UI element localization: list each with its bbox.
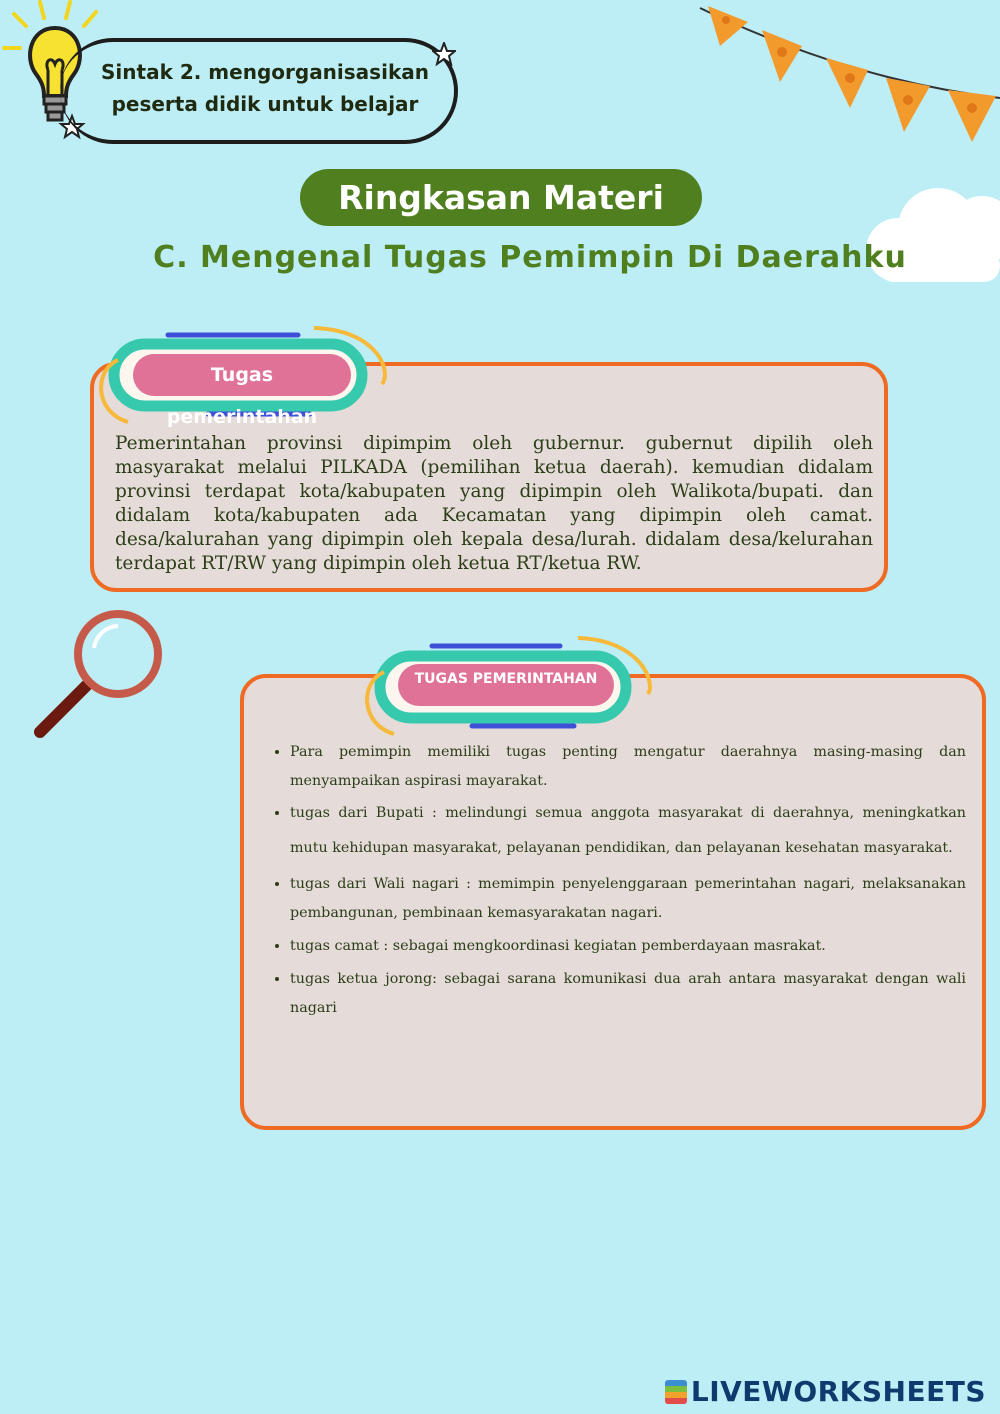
page-title: Ringkasan Materi (300, 169, 702, 226)
magnifying-glass-icon (30, 604, 170, 740)
sintak-line-2: peserta didik untuk belajar (111, 92, 419, 116)
task-list (270, 738, 966, 1027)
sintak-label (90, 56, 440, 120)
list-item: • tugas dari Bupati : melindungi semua anggota masyarakat di daerahnya, meningkatkan mutu kehidupan masyarakat, pelayanan pendidikan, dan pelayanan kesehatan masyarakat. (290, 796, 966, 866)
page-subtitle: C. Mengenal Tugas Pemimpin Di Daerahku (153, 240, 907, 275)
list-item: • tugas camat : sebagai mengkoordinasi kegiatan pemberdayaan masrakat. (290, 932, 966, 961)
logo-text: LIVEWORKSHEETS (690, 1375, 986, 1408)
logo-mark-icon (665, 1380, 687, 1404)
section-tag: Tugas pemerintahan (133, 354, 351, 396)
sintak-line-1: Sintak 2. mengorganisasikan (101, 60, 429, 84)
bunting-decoration (690, 0, 1000, 150)
liveworksheets-logo (665, 1375, 986, 1408)
list-item: • tugas ketua jorong: sebagai sarana komunikasi dua arah antara masyarakat dengan wali nagari (290, 965, 966, 1023)
section-tag: TUGAS PEMERINTAHAN (398, 664, 614, 706)
summary-paragraph: Pemerintahan provinsi dipimpim oleh gubernur. gubernut dipilih oleh masyarakat melalui PILKADA (pemilihan ketua daerah). kemudian didalam provinsi terdapat kota/kabupaten yang dipimpin oleh Walikota/bupati. dan didalam kota/kabupaten ada Kecamatan yang dipimpin oleh camat. desa/kalurahan yang dipimpin oleh kepala desa/lurah. didalam desa/kelurahan terdapat RT/RW yang dipimpin oleh ketua RT/ketua RW. (115, 433, 873, 574)
list-item: • Para pemimpin memiliki tugas penting mengatur daerahnya masing-masing dan menyampaikan aspirasi mayarakat. (290, 738, 966, 796)
list-item: • tugas dari Wali nagari : memimpin penyelenggaraan pemerintahan nagari, melaksanakan pembangunan, pembinaan kemasyarakatan nagari. (290, 870, 966, 928)
